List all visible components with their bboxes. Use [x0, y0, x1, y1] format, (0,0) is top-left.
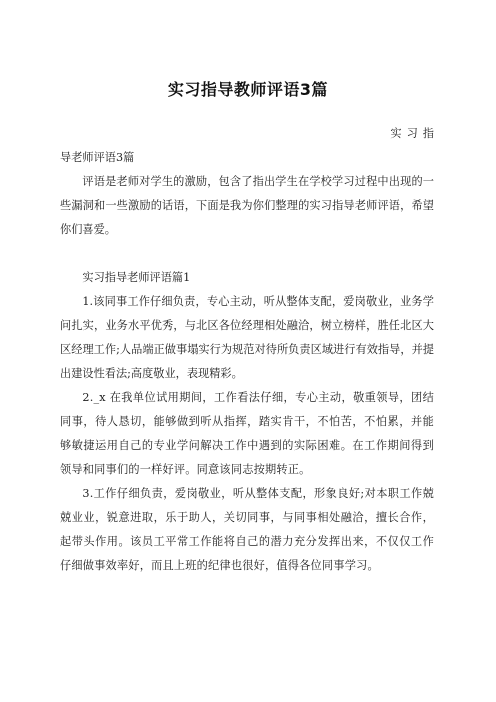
- paragraph-item-2: 2._x 在我单位试用期间，工作看法仔细，专心主动，敬重领导，团结同事，待人恳切，能够做到听从指挥，踏实肯干，不怕苦，不怕累，并能够敏捷运用自己的专业学问解决工作中遇到的实际困难。在工作期间得到领导和同事们的一样好评。同意该同志按期转正。: [60, 391, 434, 476]
- document-title: 实习指导教师评语3篇: [167, 80, 329, 99]
- intro-paragraph: 评语是老师对学生的激励，包含了指出学生在学校学习过程中出现的一些漏洞和一些激励的话语，下面是我为你们整理的实习指导老师评语，希望你们喜爱。: [60, 175, 434, 236]
- paragraph-item-3: 3.工作仔细负责，爱岗敬业，听从整体支配，形象良好;对本职工作兢兢业业，锐意进取，乐于助人，关切同事，与同事相处融洽，擅长合作，起带头作用。该员工平常工作能将自己的潜力充分发挥出来，不仅仅工作仔细做事效率好，而且上班的纪律也很好，值得各位同事学习。: [60, 487, 434, 572]
- section-heading: 实习指导老师评语篇1: [82, 271, 191, 284]
- subtitle-line-2: 导老师评语3篇: [60, 151, 135, 164]
- paragraph-item-1: 1.该同事工作仔细负责，专心主动，听从整体支配，爱岗敬业，业务学问扎实，业务水平优秀，与北区各位经理相处融洽，树立榜样，胜任北区大区经理工作;人品端正做事塌实行为规范对待所负责区域进行有效指导，并提出建设性看法;高度敬业，表现精彩。: [60, 295, 434, 380]
- subtitle-line-1: 实习指: [390, 127, 439, 140]
- document-body: [60, 122, 439, 578]
